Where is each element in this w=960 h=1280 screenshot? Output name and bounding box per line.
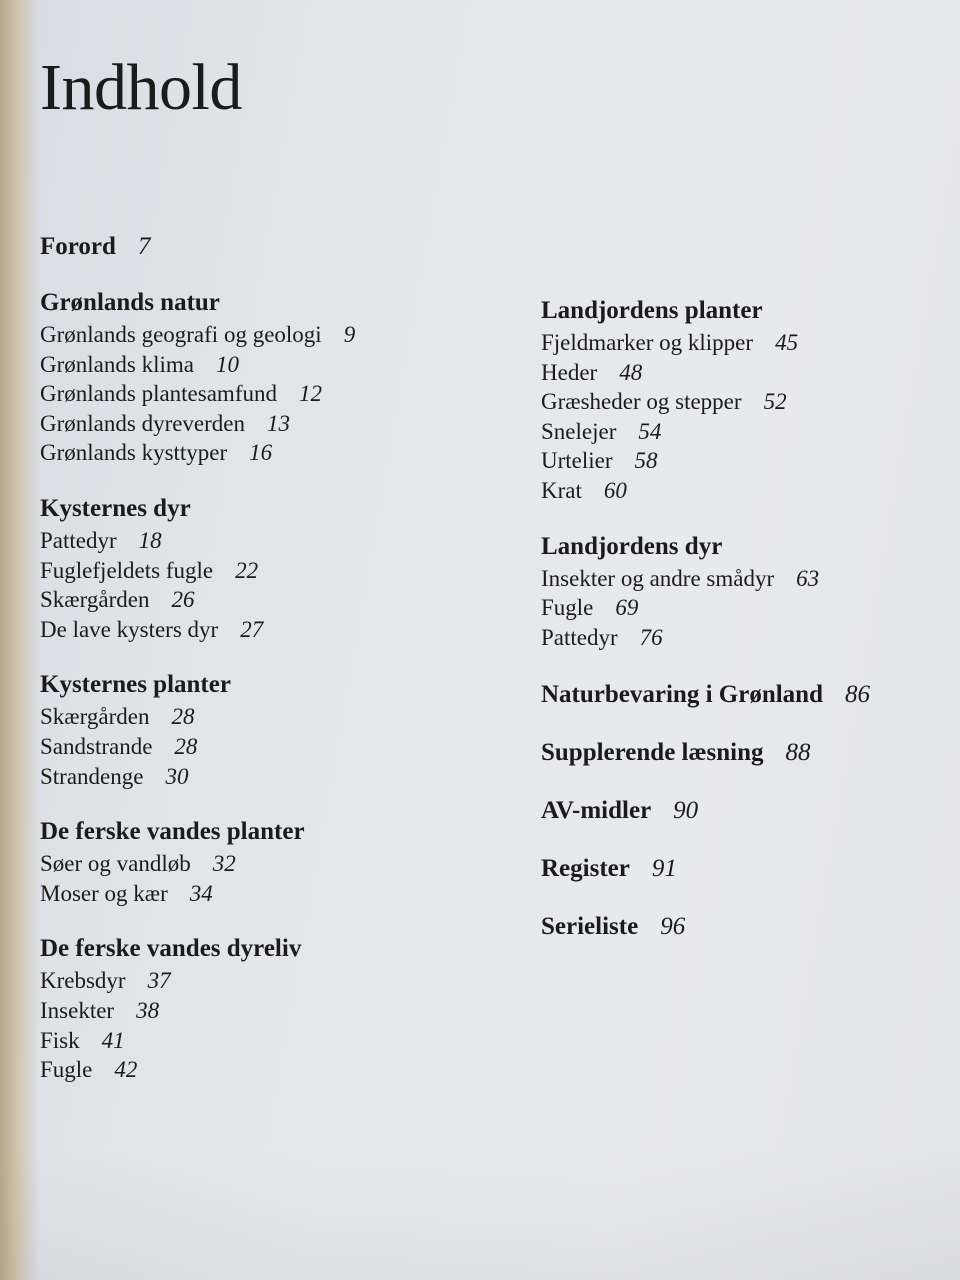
- toc-entry-label: Grønlands klima: [40, 351, 194, 377]
- toc-entry-label: Pattedyr: [40, 527, 117, 553]
- toc-entry-label: Pattedyr: [541, 624, 618, 650]
- toc-entry-label: Serieliste: [541, 913, 639, 941]
- toc-section-heading: Landjordens planter: [541, 297, 763, 324]
- toc-page-number: 41: [101, 1027, 125, 1053]
- toc-section-ferske-planter: [40, 815, 470, 908]
- toc-page-number: 45: [775, 330, 799, 355]
- toc-entry: [40, 762, 470, 792]
- toc-entry-forord: [40, 230, 470, 264]
- toc-section-heading: Grønlands natur: [40, 289, 220, 316]
- toc-page-number: 69: [615, 595, 639, 621]
- toc-entry-label: AV-midler: [541, 797, 652, 825]
- toc-page-number: 60: [603, 477, 627, 503]
- toc-page-number: 76: [639, 624, 663, 650]
- toc-entry: [40, 879, 470, 909]
- toc-page-number: 38: [136, 997, 160, 1023]
- toc-entry-label: Fisk: [40, 1027, 80, 1053]
- toc-page-number: 96: [660, 913, 686, 941]
- toc-page-number: 30: [165, 763, 189, 789]
- toc-section-landjordens-dyr: [541, 530, 941, 653]
- toc-entry: [541, 446, 941, 476]
- toc-entry-av-midler: [541, 794, 941, 828]
- toc-page-number: 58: [634, 448, 658, 474]
- toc-entry: [541, 476, 941, 506]
- toc-entry-label: Insekter og andre smådyr: [541, 565, 775, 591]
- toc-entry-label: Fjeldmarker og klipper: [541, 330, 754, 355]
- toc-page-number: 16: [249, 440, 273, 466]
- toc-entry-label: Skærgården: [40, 704, 150, 730]
- toc-entry: [40, 966, 470, 996]
- toc-page-number: 9: [343, 322, 356, 347]
- toc-entry-label: Fugle: [40, 1057, 93, 1083]
- toc-page-number: 63: [796, 565, 820, 591]
- toc-page-number: 54: [638, 418, 662, 444]
- toc-entry-label: De lave kysters dyr: [40, 616, 219, 642]
- toc-page-number: 7: [137, 233, 151, 260]
- toc-section-heading: De ferske vandes dyreliv: [40, 935, 302, 963]
- toc-entry: [40, 996, 470, 1026]
- toc-entry: [40, 732, 470, 762]
- toc-entry-label: Grønlands plantesamfund: [40, 381, 277, 407]
- toc-entry: [40, 556, 470, 586]
- page-shade: [0, 1150, 960, 1280]
- toc-entry-label: Grønlands kysttyper: [40, 440, 228, 466]
- toc-entry-label: Urtelier: [541, 448, 613, 474]
- page-title: Indhold: [40, 51, 242, 124]
- toc-entry: [541, 387, 941, 417]
- toc-section-kysternes-planter: [40, 668, 470, 791]
- toc-entry: [541, 593, 941, 623]
- toc-page-number: 37: [147, 968, 171, 994]
- toc-page-number: 48: [619, 359, 643, 385]
- toc-entry-register: [541, 852, 941, 886]
- toc-entry-label: Strandenge: [40, 763, 144, 789]
- toc-entry: [40, 526, 470, 556]
- toc-entry-label: Fuglefjeldets fugle: [40, 557, 214, 583]
- toc-entry: [40, 585, 470, 615]
- toc-entry: [541, 358, 941, 388]
- toc-entry: [40, 350, 470, 380]
- toc-entry: [40, 379, 470, 409]
- toc-entry-label: Fugle: [541, 595, 594, 621]
- toc-entry-label: Naturbevaring i Grønland: [541, 681, 823, 709]
- toc-entry-label: Græsheder og stepper: [541, 389, 742, 415]
- toc-entry: [541, 623, 941, 653]
- toc-page-number: 34: [189, 880, 213, 906]
- toc-page-number: 28: [174, 733, 198, 759]
- toc-section-heading: Landjordens dyr: [541, 532, 723, 560]
- toc-page-number: 86: [844, 681, 870, 709]
- toc-entry: [541, 328, 941, 358]
- toc-entry: [541, 564, 941, 594]
- toc-section-heading: Kysternes planter: [40, 671, 231, 699]
- toc-page-number: 42: [114, 1057, 138, 1083]
- toc-entry-label: Grønlands geografi og geologi: [40, 322, 322, 347]
- toc-page-number: 91: [651, 855, 677, 883]
- toc-entry-label: Register: [541, 855, 630, 883]
- toc-page-number: 10: [215, 351, 239, 377]
- toc-entry-label: Supplerende læsning: [541, 739, 764, 767]
- toc-entry: [40, 1055, 470, 1085]
- toc-entry-naturbevaring: [541, 678, 941, 712]
- toc-entry-serieliste: [541, 910, 941, 944]
- toc-entry-label: Snelejer: [541, 418, 617, 444]
- toc-entry: [541, 417, 941, 447]
- toc-page-number: 18: [138, 527, 162, 553]
- toc-entry: [40, 849, 470, 879]
- toc-page-number: 88: [785, 739, 811, 767]
- toc-entry-label: Krebsdyr: [40, 968, 126, 994]
- toc-right-column: [541, 294, 941, 944]
- toc-page-number: 22: [235, 557, 259, 583]
- toc-entry-label: Moser og kær: [40, 880, 168, 906]
- toc-section-heading: De ferske vandes planter: [40, 818, 305, 846]
- toc-entry-supplerende-laesning: [541, 736, 941, 770]
- toc-entry-label: Grønlands dyreverden: [40, 410, 246, 436]
- toc-section-groenlands-natur: [40, 286, 470, 468]
- toc-entry-label: Heder: [541, 359, 598, 385]
- toc-entry-label: Krat: [541, 477, 582, 503]
- toc-entry: [40, 702, 470, 732]
- toc-page-number: 12: [298, 381, 322, 407]
- toc-page-number: 26: [171, 587, 195, 613]
- toc-entry-label: Skærgården: [40, 587, 150, 613]
- toc-section-landjordens-planter: [541, 294, 941, 506]
- toc-section-ferske-dyreliv: [40, 932, 470, 1084]
- toc-page-number: 28: [171, 704, 195, 730]
- toc-left-column: [40, 230, 470, 1085]
- toc-entry-label: Forord: [40, 233, 116, 260]
- toc-entry-label: Søer og vandløb: [40, 851, 191, 877]
- toc-entry: [40, 1026, 470, 1056]
- toc-section-kysternes-dyr: [40, 492, 470, 644]
- book-spine-shadow: [0, 0, 40, 1280]
- toc-entry: [40, 438, 470, 468]
- toc-page-number: 32: [212, 851, 236, 877]
- toc-entry-label: Sandstrande: [40, 733, 153, 759]
- toc-page-number: 27: [240, 616, 264, 642]
- toc-entry: [40, 320, 470, 350]
- toc-page-number: 90: [673, 797, 699, 825]
- toc-entry: [40, 409, 470, 439]
- toc-page-number: 13: [267, 410, 291, 436]
- toc-entry-label: Insekter: [40, 997, 115, 1023]
- toc-entry: [40, 615, 470, 645]
- toc-page-number: 52: [763, 389, 787, 415]
- toc-section-heading: Kysternes dyr: [40, 494, 191, 522]
